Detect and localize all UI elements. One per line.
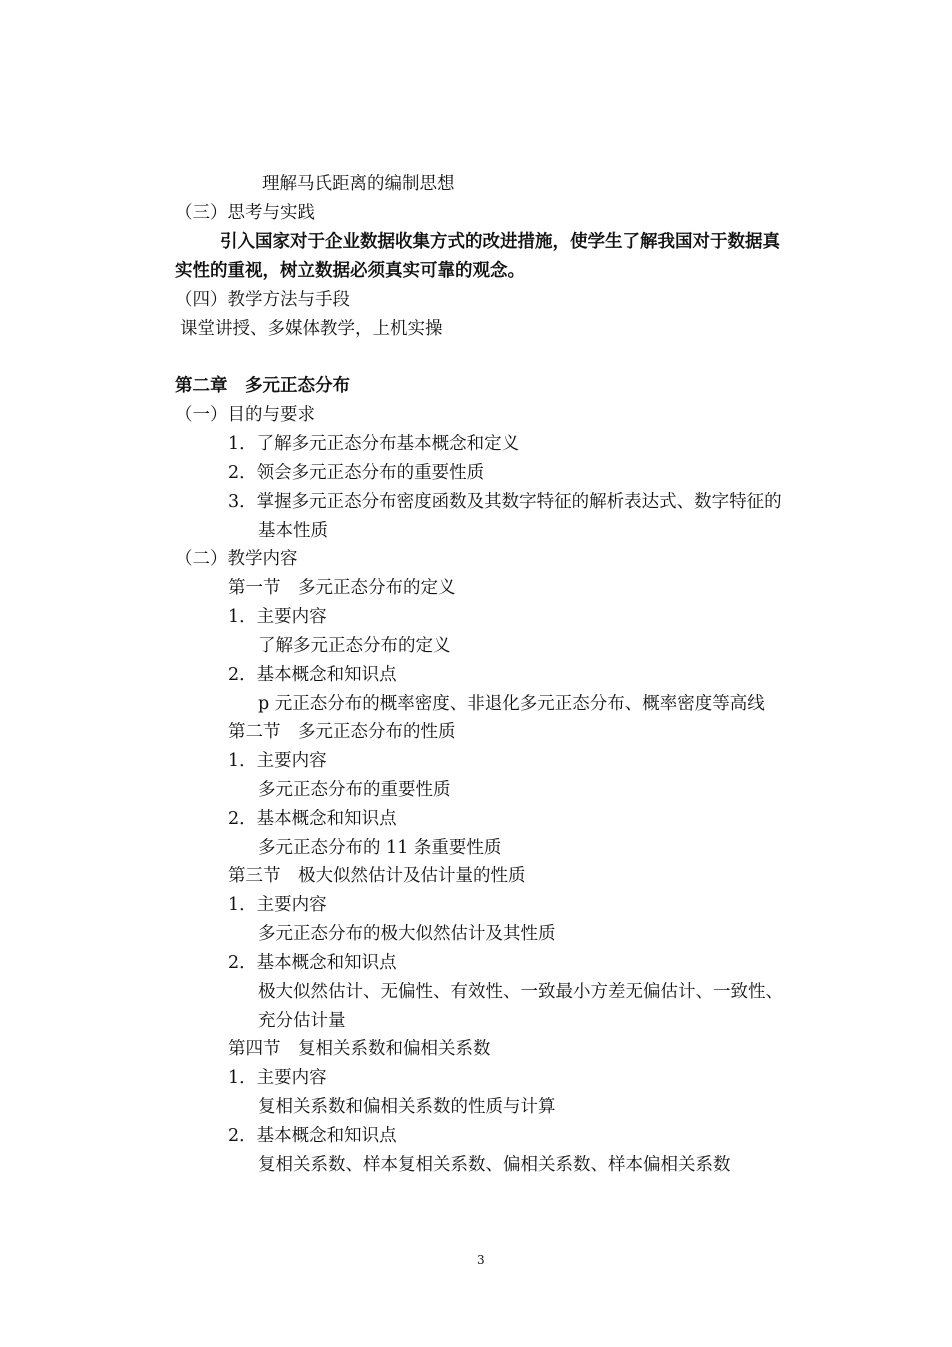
objective-item-2: 2．领会多元正态分布的重要性质 [228, 463, 485, 483]
section-3-concept-label: 2．基本概念和知识点 [228, 953, 397, 973]
section-3-title: 第三节 极大似然估计及估计量的性质 [228, 866, 526, 886]
content-heading: （二）教学内容 [175, 549, 298, 569]
methods-body: 课堂讲授、多媒体教学，上机实操 [180, 319, 443, 339]
section-2-concept-label: 2．基本概念和知识点 [228, 809, 397, 829]
objectives-heading: （一）目的与要求 [175, 405, 315, 425]
section-1-main-text: 了解多元正态分布的定义 [258, 636, 451, 656]
objective-item-1: 1．了解多元正态分布基本概念和定义 [228, 434, 520, 454]
section-3-concept-text-cont: 充分估计量 [258, 1011, 346, 1031]
section-1-concept-text: p 元正态分布的概率密度、非退化多元正态分布、概率密度等高线 [258, 694, 765, 714]
section-1-main-label: 1．主要内容 [228, 607, 327, 627]
methods-heading: （四）教学方法与手段 [175, 290, 350, 310]
section-4-concept-label: 2．基本概念和知识点 [228, 1126, 397, 1146]
page-number: 3 [477, 1253, 485, 1267]
practice-body-line1: 引入国家对于企业数据收集方式的改进措施，使学生了解我国对于数据真 [220, 232, 780, 252]
objective-item-3: 3．掌握多元正态分布密度函数及其数字特征的解析表达式、数字特征的 [228, 492, 782, 512]
section-4-main-text: 复相关系数和偏相关系数的性质与计算 [258, 1097, 556, 1117]
section-2-main-label: 1．主要内容 [228, 751, 327, 771]
section-2-main-text: 多元正态分布的重要性质 [258, 780, 451, 800]
section-3-concept-text: 极大似然估计、无偏性、有效性、一致最小方差无偏估计、一致性、 [258, 982, 783, 1002]
chapter-title: 第二章 多元正态分布 [175, 376, 350, 396]
section-2-title: 第二节 多元正态分布的性质 [228, 722, 456, 742]
prev-item-text: 理解马氏距离的编制思想 [262, 174, 455, 194]
section-2-concept-text: 多元正态分布的 11 条重要性质 [258, 838, 502, 858]
practice-body-line2: 实性的重视，树立数据必须真实可靠的观念。 [175, 261, 525, 281]
section-4-main-label: 1．主要内容 [228, 1068, 327, 1088]
section-1-title: 第一节 多元正态分布的定义 [228, 578, 456, 598]
section-4-concept-text: 复相关系数、样本复相关系数、偏相关系数、样本偏相关系数 [258, 1155, 731, 1175]
section-1-concept-label: 2．基本概念和知识点 [228, 665, 397, 685]
section-4-title: 第四节 复相关系数和偏相关系数 [228, 1039, 491, 1059]
section-3-main-label: 1．主要内容 [228, 895, 327, 915]
practice-heading: （三）思考与实践 [175, 203, 315, 223]
section-3-main-text: 多元正态分布的极大似然估计及其性质 [258, 924, 556, 944]
objective-item-3-cont: 基本性质 [258, 521, 328, 541]
